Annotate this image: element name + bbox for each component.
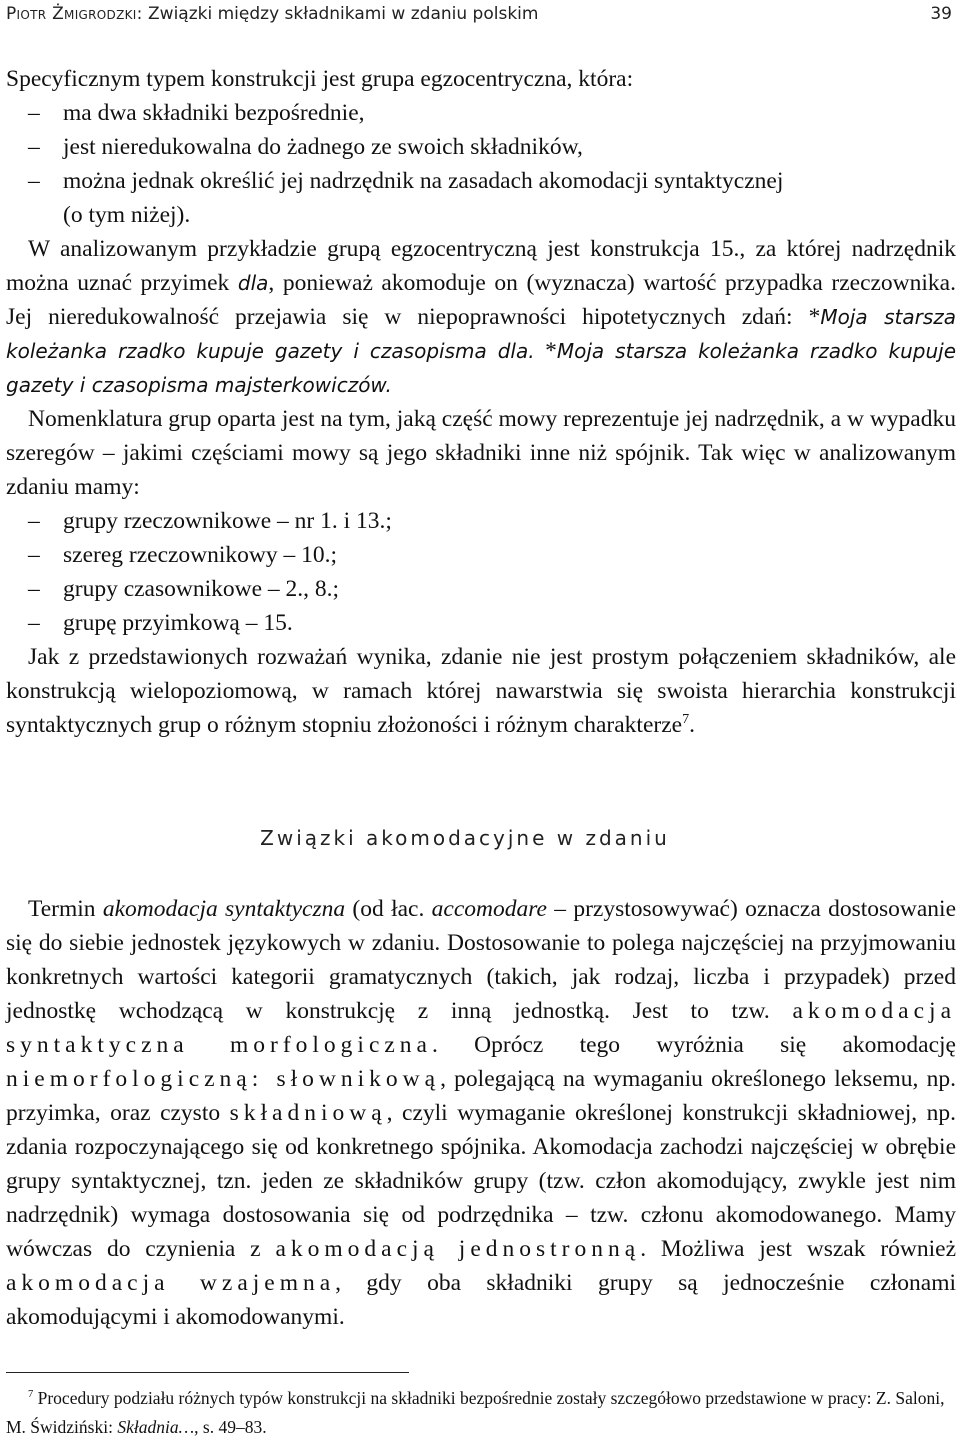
- footnote: $^7$ Procedury podziału różnych typów konstrukcji na składniki bezpośrednie zostały szczegółowo przedstawione w pracy: Z. Saloni, M. Świdziński: Składnia…, s. 49–83.: [6, 1388, 945, 1437]
- paragraph-nomenclature: Nomenklatura grup oparta jest na tym, jaką część mowy reprezentuje jej nadrzędnik, a w wypadku szeregów – jakimi częściami mowy są jego składniki inne niż spójnik. Tak więc w analizowanym zdaniu mamy:: [6, 406, 956, 500]
- footnote-book-title: Składnia…: [117, 1417, 195, 1437]
- footnote-ref[interactable]: 7: [682, 711, 690, 728]
- latin-term: accomodare: [431, 896, 547, 922]
- group-item: – grupę przyimkową – 15.: [28, 610, 293, 636]
- spaced-term: akomodacją jednostronną: [275, 1236, 641, 1262]
- intro-line: Specyficznym typem konstrukcji jest grupa egzocentryczna, która:: [6, 66, 634, 92]
- header-author: Piotr Żmigrodzki:: [6, 4, 143, 24]
- spaced-term: składniową: [229, 1100, 387, 1126]
- spaced-term: akomodacja syntaktyczna morfologiczna: [6, 998, 956, 1058]
- group-item: – grupy rzeczownikowe – nr 1. i 13.;: [28, 508, 392, 534]
- spaced-term: akomodacja wzajemna: [6, 1270, 336, 1296]
- body-block-2: Termin akomodacja syntaktyczna (od łac. accomodare – przystosowywać) oznacza dostosowanie się do siebie jednostek językowych w zdaniu. Dostosowanie to polega najczęściej na przyjmowaniu konkretnych wartości kategorii gramatycznych (takich, jak rodzaj, liczba i przypadek) przed jednostkę wchodzącą w konstrukcję z inną jednostką. Jest to tzw. akomodacja syntaktyczna morfologiczna. Oprócz tego wyróżnia się akomodację niemorfologiczną: słownikową, polegającą na wymaganiu określonego leksemu, np. przyimka, oraz czysto składniową, czyli wymaganie określonej konstrukcji składniowej, np. zdania rozpoczynającego się od konkretnego spójnika. Akomodacja zachodzi najczęściej w obrębie grupy syntaktycznej, tzn. jeden ze składników grupy (tzw. człon akomodujący, zwykle jest nim nadrzędnik) wymaga dostosowania się od podrzędnika – tzw. członu akomodowanego. Mamy wówczas do czynienia z akomodacją jednostronną. Możliwa jest wszak również akomodacja wzajemna, gdy oba składniki grupy są jednocześnie członami akomodującymi i akomodowanymi.: [6, 896, 957, 1330]
- page-number: 39: [930, 4, 952, 24]
- footnote-divider: [6, 1372, 409, 1373]
- list-item: – ma dwa składniki bezpośrednie,: [28, 100, 365, 126]
- running-header: [6, 4, 952, 30]
- spaced-term: niemorfologiczną: słownikową: [6, 1066, 441, 1092]
- body-block-1: [6, 62, 956, 742]
- group-item: – szereg rzeczownikowy – 10.;: [28, 542, 338, 568]
- header-title: Związki między składnikami w zdaniu polskim: [148, 4, 539, 24]
- paragraph-example: W analizowanym przykładzie grupą egzocentryczną jest konstrukcja 15., za której nadrzędnik można uznać przyimek dla, ponieważ akomoduje on (wyznacza) wartość przypadka rzeczownika. Jej nieredukowalność przejawia się w niepoprawności hipotetycznych zdań: *Moja starsza koleżanka rzadko kupuje gazety i czasopisma dla. *Moja starsza koleżanka rzadko kupuje gazety i czasopisma majsterkowiczów.: [6, 236, 957, 397]
- list-item-continuation: (o tym niżej).: [63, 202, 191, 228]
- term-italic: akomodacja syntaktyczna: [102, 896, 346, 922]
- list-item: – można jednak określić jej nadrzędnik na zasadach akomodacji syntaktycznej: [28, 168, 784, 194]
- group-item: – grupy czasownikowe – 2., 8.;: [28, 576, 340, 602]
- section-heading: Związki akomodacyjne w zdaniu: [260, 826, 670, 850]
- paragraph-conclusion: Jak z przedstawionych rozważań wynika, zdanie nie jest prostym połączeniem składników, ale konstrukcją wielopoziomową, w ramach której nawarstwia się swoista hierarchia konstrukcji syntaktycznych grup o różnym stopniu złożoności i różnym charakterze$^7$.: [6, 644, 956, 738]
- list-item: – jest nieredukowalna do żadnego ze swoich składników,: [28, 134, 583, 160]
- footnote-number: 7: [28, 1389, 34, 1401]
